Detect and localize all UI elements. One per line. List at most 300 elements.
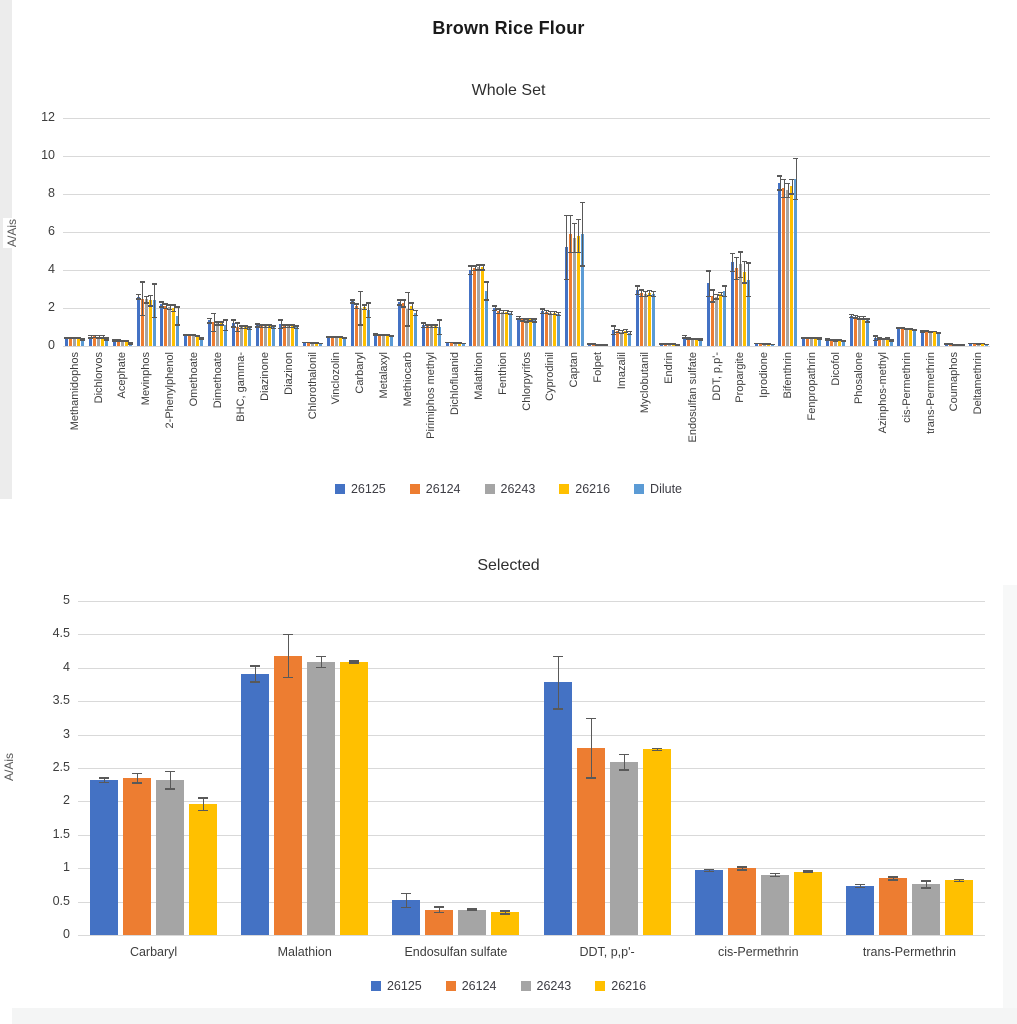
error-bar-cap <box>165 788 175 790</box>
legend-label: 26125 <box>386 979 422 993</box>
bar-26125 <box>921 331 924 346</box>
legend-label: 26216 <box>611 979 647 993</box>
error-bar-cap <box>603 344 608 346</box>
bar-26124 <box>728 868 756 935</box>
error-bar-cap <box>80 339 85 341</box>
gridline <box>63 194 990 195</box>
error-bar-cap <box>841 341 846 343</box>
error-bar-cap <box>405 292 410 294</box>
error-bar-cap <box>199 338 204 340</box>
error-bar-cap <box>461 343 466 345</box>
error-bar-cap <box>619 769 629 771</box>
bar-Dilute <box>248 328 251 346</box>
error-bar-cap <box>500 913 510 915</box>
y-tick-label: 5 <box>63 593 70 607</box>
error-bar <box>744 261 745 284</box>
error-bar <box>487 281 488 300</box>
gridline <box>63 308 990 309</box>
error-bar <box>788 183 789 198</box>
bar-Dilute <box>414 313 417 346</box>
x-axis-label: Captan <box>568 352 581 388</box>
x-axis-label: Dicofol <box>829 352 842 386</box>
error-bar-cap <box>271 328 276 330</box>
selected-title: Selected <box>477 557 540 574</box>
bar-26216 <box>189 804 217 935</box>
error-bar-cap <box>954 881 964 883</box>
bar-26124 <box>274 656 302 935</box>
error-bar-cap <box>316 667 326 669</box>
bar-26216 <box>172 308 175 346</box>
x-axis-label: Omethoate <box>187 352 200 407</box>
x-axis-label: Carbaryl <box>354 352 367 394</box>
y-tick-label: 12 <box>41 110 55 124</box>
bar-Dilute <box>557 314 560 346</box>
error-bar-cap <box>737 869 747 871</box>
x-axis-label: Methiocarb <box>401 352 414 407</box>
legend-item-26243 <box>485 482 536 496</box>
x-axis-label: Myclobutanil <box>639 352 652 414</box>
error-bar <box>178 306 179 325</box>
x-axis-label: Cyprodinil <box>544 352 557 401</box>
error-bar-cap <box>152 317 157 319</box>
error-bar-cap <box>198 810 208 812</box>
y-tick-label: 2 <box>63 793 70 808</box>
bar-26243 <box>501 312 504 346</box>
bar-26243 <box>458 910 486 935</box>
legend-swatch <box>634 484 644 494</box>
error-bar-cap <box>278 319 283 321</box>
x-axis-label: Chlorothalonil <box>306 352 319 420</box>
bar-26243 <box>477 267 480 346</box>
bar-Dilute <box>913 330 916 346</box>
bar-26216 <box>363 307 366 346</box>
x-axis-label: Azinphos-methyl <box>877 352 890 434</box>
legend-swatch <box>595 981 605 991</box>
bar-26125 <box>897 328 900 346</box>
error-bar-cap <box>207 318 212 320</box>
bar-26243 <box>168 307 171 346</box>
legend-swatch <box>335 484 345 494</box>
error-bar <box>740 251 741 278</box>
bar-26125 <box>90 780 118 935</box>
bar-26243 <box>644 294 647 346</box>
legend-label: 26243 <box>500 482 536 496</box>
gridline <box>78 768 985 769</box>
bar-26124 <box>283 326 286 346</box>
bar-26216 <box>643 749 671 935</box>
error-bar <box>288 634 289 678</box>
bar-Dilute <box>509 313 512 346</box>
error-bar-cap <box>231 319 236 321</box>
y-tick-label: 2.5 <box>52 760 70 774</box>
error-bar <box>566 215 567 280</box>
error-bar <box>170 771 171 790</box>
legend-label: 26243 <box>536 979 572 993</box>
legend-label: Dilute <box>650 482 683 496</box>
bar-26125 <box>241 674 269 935</box>
error-bar-cap <box>777 175 782 177</box>
error-bar-cap <box>580 202 585 204</box>
error-bar <box>255 665 256 682</box>
error-bar-cap <box>746 262 751 264</box>
gridline <box>78 801 985 802</box>
y-tick-label: 0.5 <box>52 893 70 908</box>
error-bar-cap <box>651 291 656 293</box>
error-bar-cap <box>437 334 442 336</box>
error-bar-cap <box>401 893 411 895</box>
y-tick-label: 8 <box>48 186 55 200</box>
gridline <box>78 668 985 669</box>
x-axis-label: Metalaxyl <box>377 352 390 399</box>
error-bar-cap <box>366 302 371 304</box>
gridline <box>78 701 985 702</box>
error-bar-cap <box>722 285 727 287</box>
error-bar <box>578 219 579 253</box>
error-bar-cap <box>580 265 585 267</box>
bar-26125 <box>208 320 211 346</box>
legend-item-26216 <box>559 482 610 496</box>
error-bar-cap <box>250 665 260 667</box>
error-bar-cap <box>682 335 687 337</box>
error-bar-cap <box>793 158 798 160</box>
error-bar-cap <box>611 325 616 327</box>
error-bar-cap <box>165 771 175 773</box>
x-axis-label: BHC, gamma- <box>235 352 248 422</box>
x-axis-label: Diazinon <box>282 352 295 395</box>
bar-26243 <box>307 662 335 935</box>
bar-26124 <box>473 268 476 346</box>
whole-set-title: Whole Set <box>471 82 546 99</box>
x-axis-label: 2-Phenylphenol <box>163 352 176 429</box>
error-bar-cap <box>710 289 715 291</box>
error-bar <box>574 223 575 253</box>
error-bar-cap <box>219 321 224 323</box>
error-bar-cap <box>358 291 363 293</box>
x-axis-label: Dimethoate <box>211 352 224 409</box>
gridline <box>78 735 985 736</box>
bar-26243 <box>610 762 638 935</box>
bar-26124 <box>164 306 167 346</box>
error-bar-cap <box>171 311 176 313</box>
error-bar-cap <box>409 302 414 304</box>
x-axis-label: Endosulfan sulfate <box>404 945 508 959</box>
error-bar-cap <box>921 887 931 889</box>
gridline <box>63 270 990 271</box>
legend-label: 26124 <box>425 482 461 496</box>
error-bar-cap <box>770 344 775 346</box>
error-bar-cap <box>136 294 141 296</box>
bar-26216 <box>505 312 508 346</box>
error-bar <box>780 175 781 190</box>
bar-26124 <box>854 317 857 346</box>
error-bar-cap <box>434 906 444 908</box>
error-bar-cap <box>873 335 878 337</box>
bar-26125 <box>636 290 639 346</box>
error-bar-cap <box>271 325 276 327</box>
error-bar <box>439 319 440 334</box>
error-bar-cap <box>283 677 293 679</box>
error-bar-cap <box>865 318 870 320</box>
bar-26216 <box>945 880 973 935</box>
frame-bottom-strip <box>12 1008 1017 1024</box>
error-bar-cap <box>413 315 418 317</box>
bar-26216 <box>648 293 651 346</box>
error-bar-cap <box>855 887 865 889</box>
legend-swatch <box>446 981 456 991</box>
error-bar-cap <box>734 257 739 259</box>
error-bar-cap <box>148 295 153 297</box>
error-bar-cap <box>198 797 208 799</box>
x-axis-label: Deltamethrin <box>972 352 985 415</box>
bar-26216 <box>719 294 722 346</box>
bar-26243 <box>525 320 528 346</box>
legend-item-26125 <box>371 979 422 993</box>
bar-Dilute <box>295 327 298 346</box>
x-axis-label: trans-Permethrin <box>862 945 956 959</box>
error-bar-cap <box>484 281 489 283</box>
bar-26243 <box>287 326 290 346</box>
x-axis-label: cis-Permethrin <box>900 352 913 423</box>
bar-26124 <box>521 319 524 346</box>
gridline <box>63 346 990 347</box>
bar-26124 <box>355 306 358 346</box>
legend-item-26243 <box>521 979 572 993</box>
x-axis-label: Diazinone <box>259 352 272 401</box>
error-bar-cap <box>104 339 109 341</box>
x-axis-label: Imazalil <box>615 352 628 390</box>
legend-item-26124 <box>446 979 497 993</box>
bar-26243 <box>905 329 908 346</box>
error-bar-cap <box>132 782 142 784</box>
error-bar-cap <box>389 336 394 338</box>
error-bar-cap <box>413 310 418 312</box>
error-bar-cap <box>556 315 561 317</box>
legend-item-26125 <box>335 482 386 496</box>
y-tick-label: 4 <box>63 659 70 674</box>
error-bar-cap <box>651 296 656 298</box>
x-axis-label: Endrin <box>663 352 676 384</box>
error-bar-cap <box>770 876 780 878</box>
bar-Dilute <box>652 294 655 346</box>
bar-Dilute <box>866 320 869 346</box>
error-bar-cap <box>401 299 406 301</box>
error-bar-cap <box>294 325 299 327</box>
error-bar <box>713 289 714 302</box>
error-bar-cap <box>532 321 537 323</box>
x-axis-label: Malathion <box>277 945 332 959</box>
error-bar-cap <box>434 912 444 914</box>
bar-26243 <box>382 335 385 346</box>
error-bar-cap <box>211 313 216 315</box>
bar-26124 <box>545 312 548 346</box>
y-tick-label: 10 <box>41 148 55 162</box>
selected-legend <box>0 979 1017 993</box>
x-axis-label: Coumaphos <box>948 352 961 412</box>
x-axis-label: Dichlorvos <box>92 352 105 404</box>
bar-26216 <box>794 872 822 935</box>
error-bar-cap <box>480 264 485 266</box>
error-bar-cap <box>250 681 260 683</box>
bar-26243 <box>156 780 184 935</box>
error-bar-cap <box>865 321 870 323</box>
error-bar-cap <box>793 199 798 201</box>
x-axis-label: Carbaryl <box>129 945 178 959</box>
legend-swatch <box>410 484 420 494</box>
error-bar-cap <box>342 337 347 339</box>
error-bar-cap <box>132 773 142 775</box>
x-axis-label: Pirimiphos methyl <box>425 352 438 439</box>
error-bar-cap <box>350 299 355 301</box>
bar-Dilute <box>794 179 797 346</box>
error-bar <box>792 179 793 194</box>
y-tick-label: 0 <box>48 338 55 352</box>
whole-set-y-axis-label: A/Ais <box>5 218 20 248</box>
error-bar-cap <box>349 662 359 664</box>
bar-26216 <box>553 313 556 346</box>
gridline <box>78 601 985 602</box>
bar-26243 <box>858 318 861 347</box>
bar-26125 <box>469 270 472 346</box>
error-bar-cap <box>861 316 866 318</box>
bar-Dilute <box>390 336 393 346</box>
bar-26124 <box>879 878 907 935</box>
error-bar-cap <box>437 319 442 321</box>
error-bar-cap <box>770 873 780 875</box>
error-bar <box>709 270 710 297</box>
error-bar-cap <box>984 344 989 346</box>
legend-swatch <box>521 981 531 991</box>
y-tick-label: 0 <box>63 927 70 941</box>
error-bar-cap <box>936 332 941 334</box>
x-axis-label: cis-Permethrin <box>717 945 799 959</box>
y-tick-label: 1.5 <box>52 826 70 841</box>
bar-26243 <box>715 297 718 346</box>
error-bar-cap <box>283 634 293 636</box>
y-tick-label: 2 <box>48 300 55 314</box>
x-axis-label: Bifenthrin <box>781 352 794 399</box>
bar-26216 <box>434 326 437 346</box>
bar-26124 <box>640 293 643 346</box>
error-bar-cap <box>698 339 703 341</box>
bar-26243 <box>912 884 940 935</box>
x-axis-label: trans-Permethrin <box>924 352 937 434</box>
y-tick-label: 4.5 <box>52 626 70 641</box>
error-bar-cap <box>746 296 751 298</box>
frame-right-strip <box>1003 585 1017 1008</box>
error-bar-cap <box>675 344 680 346</box>
bar-26216 <box>149 300 152 346</box>
bar-26125 <box>850 316 853 346</box>
legend-swatch <box>485 484 495 494</box>
x-axis-label: Mevinphos <box>140 352 153 406</box>
error-bar-cap <box>635 285 640 287</box>
error-bar-cap <box>706 270 711 272</box>
bar-26216 <box>909 329 912 346</box>
bar-26124 <box>782 188 785 346</box>
error-bar-cap <box>576 219 581 221</box>
gridline <box>78 935 985 936</box>
error-bar-cap <box>366 317 371 319</box>
error-bar-cap <box>921 880 931 882</box>
bar-26124 <box>260 326 263 346</box>
error-bar-cap <box>508 314 513 316</box>
error-bar-cap <box>128 343 133 345</box>
y-tick-label: 1 <box>63 860 70 875</box>
bar-26243 <box>264 326 267 346</box>
bar-26243 <box>761 875 789 935</box>
error-bar <box>154 283 155 317</box>
error-bar-cap <box>401 306 406 308</box>
error-bar-cap <box>318 343 323 345</box>
error-bar-cap <box>223 330 228 332</box>
y-tick-label: 4 <box>48 262 55 276</box>
bar-26125 <box>695 870 723 935</box>
page-title: Brown Rice Flour <box>432 18 585 38</box>
bar-26124 <box>123 778 151 935</box>
bar-26216 <box>410 306 413 346</box>
x-axis-label: Vinclozolin <box>330 352 343 405</box>
legend-swatch <box>559 484 569 494</box>
error-bar-cap <box>704 871 714 873</box>
error-bar-cap <box>235 322 240 324</box>
x-axis-label: Endosulfan sulfate <box>686 352 699 443</box>
error-bar <box>406 893 407 908</box>
legend-label: 26216 <box>575 482 611 496</box>
error-bar-cap <box>652 750 662 752</box>
error-bar-cap <box>619 754 629 756</box>
bar-26243 <box>549 313 552 346</box>
bar-26125 <box>184 335 187 346</box>
error-bar-cap <box>781 179 786 181</box>
error-bar-cap <box>223 319 228 321</box>
error-bar-cap <box>247 329 252 331</box>
x-axis-label: Phosalone <box>853 352 866 404</box>
bar-26125 <box>544 682 572 935</box>
error-bar-cap <box>737 866 747 868</box>
error-bar-cap <box>888 876 898 878</box>
error-bar-cap <box>152 283 157 285</box>
selected-y-axis-label: A/Ais <box>2 752 17 782</box>
bar-26243 <box>240 327 243 346</box>
error-bar <box>142 281 143 315</box>
bar-26124 <box>901 328 904 346</box>
bar-26125 <box>778 183 781 346</box>
legend-label: 26124 <box>461 979 497 993</box>
x-axis-label: Fenpropathrin <box>805 352 818 421</box>
error-bar-cap <box>553 656 563 658</box>
bar-26125 <box>398 302 401 346</box>
error-bar-cap <box>586 718 596 720</box>
error-bar-cap <box>294 328 299 330</box>
error-bar-cap <box>627 331 632 333</box>
error-bar-cap <box>817 338 822 340</box>
frame-left-strip <box>0 0 12 499</box>
error-bar-cap <box>803 872 813 874</box>
error-bar <box>796 158 797 200</box>
legend-swatch <box>371 981 381 991</box>
error-bar-cap <box>722 296 727 298</box>
gridline <box>78 634 985 635</box>
bar-Dilute <box>723 291 726 346</box>
error-bar <box>582 202 583 267</box>
x-axis-label: Propargite <box>734 352 747 403</box>
bar-26124 <box>426 326 429 346</box>
error-bar <box>748 262 749 296</box>
legend-item-26216 <box>595 979 646 993</box>
error-bar-cap <box>556 312 561 314</box>
error-bar-cap <box>568 215 573 217</box>
error-bar-cap <box>888 879 898 881</box>
